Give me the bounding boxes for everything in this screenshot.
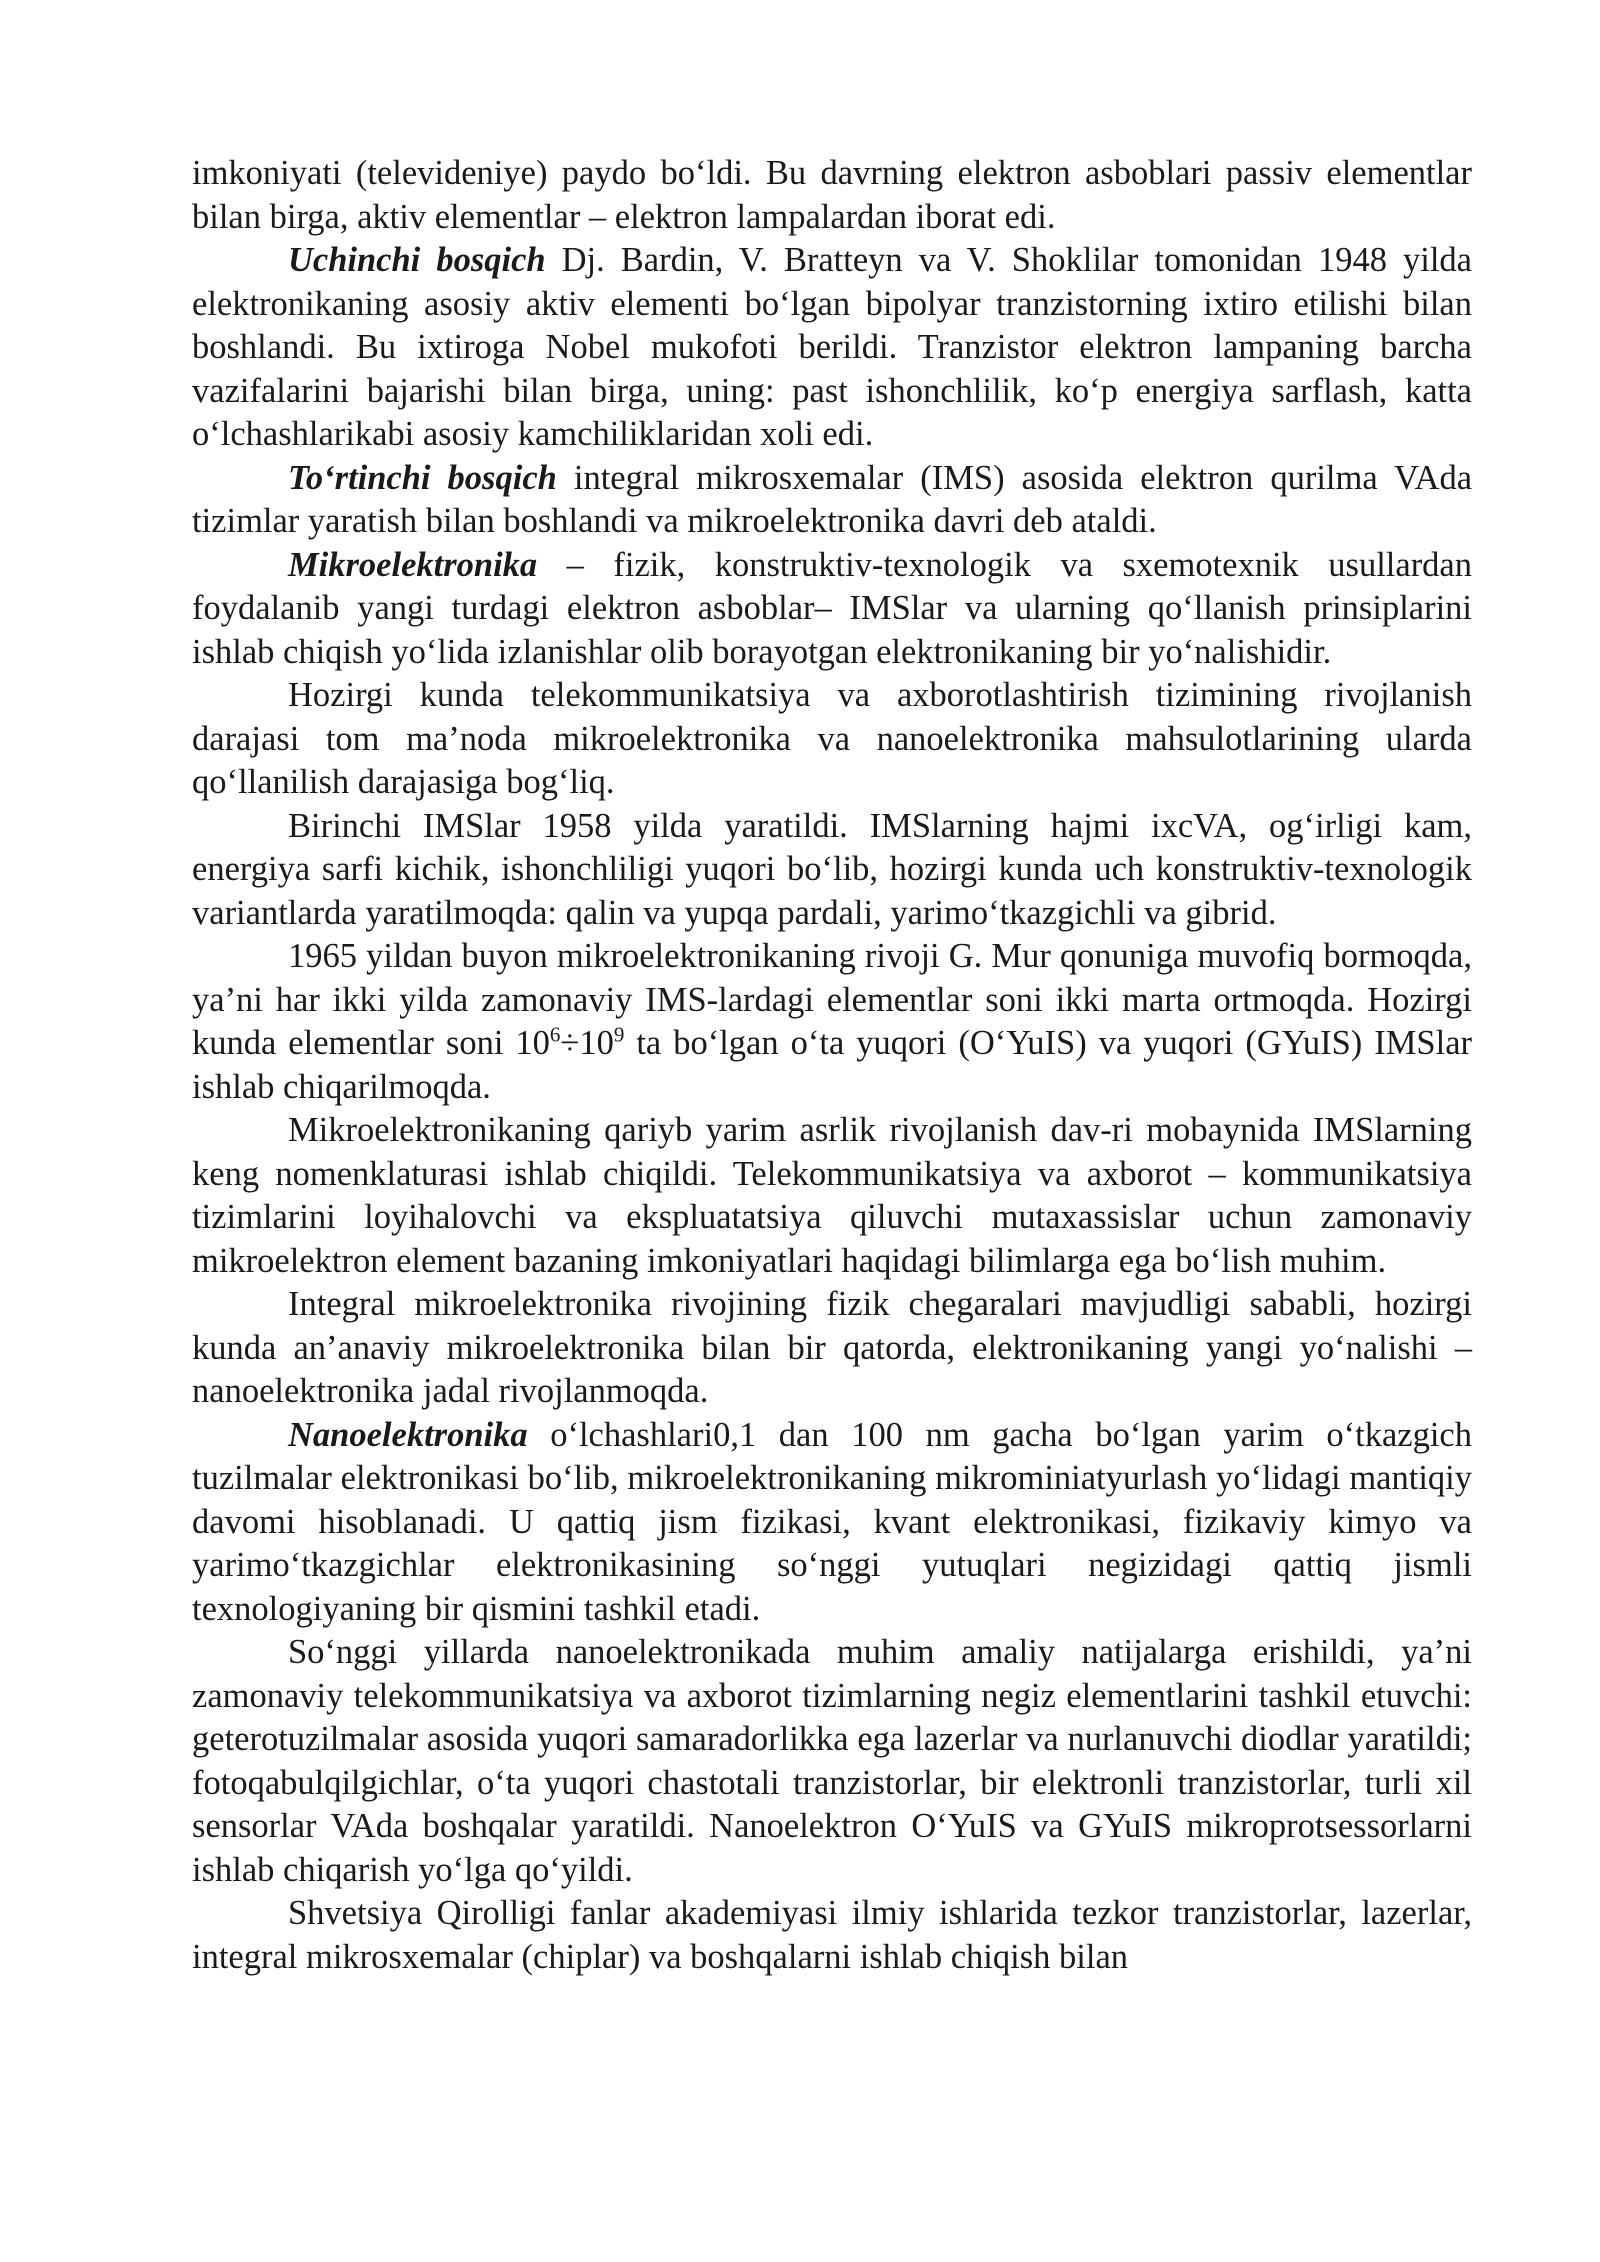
paragraph-text: integral mikrosxemalar (IMS) asosida elektron qurilma VAda tizimlar yaratish bilan boshlandi va mikroelektronika davri deb ataldi. bbox=[192, 458, 1473, 540]
paragraph-text: – fizik, konstruktiv-texnologik va sxemotexnik usullardan foydalanib yangi turdagi elektron asboblar– IMSlar va ularning qo‘llanish prinsiplarini ishlab chiqish yo‘lida izlanishlar olib borayotgan elektronikaning bir yo‘nalishidir. bbox=[192, 545, 1472, 671]
paragraph-text: Shvetsiya Qirolligi fanlar akademiyasi ilmiy ishlarida tezkor tranzistorlar, lazerlar, integral mikrosxemalar (chiplar) va boshqalarni ishlab chiqish bilan bbox=[192, 1894, 1472, 1976]
paragraph-5 bbox=[192, 674, 1472, 805]
paragraph-10 bbox=[192, 1414, 1472, 1632]
paragraph-12 bbox=[192, 1892, 1472, 1979]
exponent-6: 6 bbox=[549, 1022, 561, 1047]
term-tortinchi-bosqich: To‘rtinchi bosqich bbox=[288, 458, 557, 497]
paragraph-4 bbox=[192, 544, 1472, 675]
term-nanoelektronika: Nanoelektronika bbox=[288, 1415, 528, 1454]
paragraph-text: imkoniyati (televideniye) paydo bo‘ldi. Bu davrning elektron asboblari passiv elementlar bilan birga, aktiv elementlar – elektron lampalardan iborat edi. bbox=[192, 154, 1472, 236]
paragraph-text: ta bo‘lgan o‘ta yuqori (O‘YuIS) va yuqori (GYuIS) IMSlar ishlab chiqarilmoqda. bbox=[192, 1024, 1472, 1106]
paragraph-text: Birinchi IMSlar 1958 yilda yaratildi. IMSlarning hajmi ixcVA, og‘irligi kam, energiya sarfi kichik, ishonchliligi yuqori bo‘lib, hozirgi kunda uch konstruktiv-texnologik variantlarda yaratilmoqda: qalin va yupqa pardali, yarimo‘tkazgichli va gibrid. bbox=[192, 806, 1472, 932]
term-mikroelektronika: Mikroelektronika bbox=[288, 545, 538, 584]
paragraph-text: Mikroelektronikaning qariyb yarim asrlik rivojlanish dav-ri mobaynida IMSlarning keng nomenklaturasi ishlab chiqildi. Telekommunikatsiya va axborot – kommunikatsiya tizimlarini loyihalovchi va ekspluatatsiya qiluvchi mutaxassislar uchun zamonaviy mikroelektron element bazaning imkoniyatlari haqidagi bilimlarga ega bo‘lish muhim. bbox=[192, 1111, 1472, 1280]
paragraph-text: Integral mikroelektronika rivojining fizik chegaralari mavjudligi sababli, hozirgi kunda an’anaviy mikroelektronika bilan bir qatorda, elektronikaning yangi yo‘nalishi – nanoelektronika jadal rivojlanmoqda. bbox=[192, 1285, 1472, 1410]
paragraph-text: Hozirgi kunda telekommunikatsiya va axborotlashtirish tizimining rivojlanish darajasi tom ma’noda mikroelektronika va nanoelektronika mahsulotlarining ularda qo‘llanilish darajasiga bog‘liq. bbox=[192, 676, 1472, 801]
paragraph-8 bbox=[192, 1109, 1472, 1283]
document-page bbox=[192, 152, 1472, 1979]
paragraph-1 bbox=[192, 152, 1472, 239]
paragraph-text: o‘lchashlari0,1 dan 100 nm gacha bo‘lgan yarim o‘tkazgich tuzilmalar elektronikasi bo‘lib, mikroelektronikaning mikrominiatyurlash yo‘lidagi mantiqiy davomi hisoblanadi. U qattiq jism fizikasi, kvant elektronikasi, fizikaviy kimyo va yarimo‘tkazgichlar elektronikasining so‘nggi yutuqlari negizidagi qattiq jismli texnologiyaning bir qismini tashkil etadi. bbox=[192, 1415, 1472, 1628]
paragraph-text: 1965 yildan buyon mikroelektronikaning rivoji G. Mur qonuniga muvofiq bormoqda, ya’ni har ikki yilda zamonaviy IMS-lardagi elementlar soni ikki marta ortmoqda. Hozirgi kunda elementlar soni 10 bbox=[192, 937, 1472, 1062]
paragraph-text: ÷10 bbox=[560, 1024, 614, 1062]
term-uchinchi-bosqich: Uchinchi bosqich bbox=[288, 241, 546, 279]
exponent-9: 9 bbox=[613, 1022, 625, 1047]
paragraph-11 bbox=[192, 1631, 1472, 1892]
paragraph-text: Dj. Bardin, V. Bratteyn va V. Shoklilar tomonidan 1948 yilda elektronikaning asosiy aktiv elementi bo‘lgan bipolyar tranzistorning ixtiro etilishi bilan boshlandi. Bu ixtiroga Nobel mukofoti berildi. Tranzistor elektron lampaning barcha vazifalarini bajarishi bilan birga, uning: past ishonchlilik, ko‘p energiya sarflash, katta o‘lchashlarikabi asosiy kamchiliklaridan xoli edi. bbox=[192, 241, 1472, 453]
paragraph-7 bbox=[192, 935, 1472, 1109]
paragraph-text: So‘nggi yillarda nanoelektronikada muhim amaliy natijalarga erishildi, ya’ni zamonaviy telekommunikatsiya va axborot tizimlarning negiz elementlarini tashkil etuvchi: geterotuzilmalar asosida yuqori samaradorlikka ega lazerlar va nurlanuvchi diodlar yaratildi; fotoqabulqilgichlar, o‘ta yuqori chastotali tranzistorlar, bir elektronli tranzistorlar, turli xil sensorlar VAda boshqalar yaratildi. Nanoelektron O‘YuIS va GYuIS mikroprotsessorlarni ishlab chiqarish yo‘lga qo‘yildi. bbox=[192, 1633, 1472, 1889]
paragraph-2 bbox=[192, 239, 1472, 457]
paragraph-6 bbox=[192, 805, 1472, 936]
paragraph-3 bbox=[192, 457, 1472, 544]
paragraph-9 bbox=[192, 1283, 1472, 1414]
